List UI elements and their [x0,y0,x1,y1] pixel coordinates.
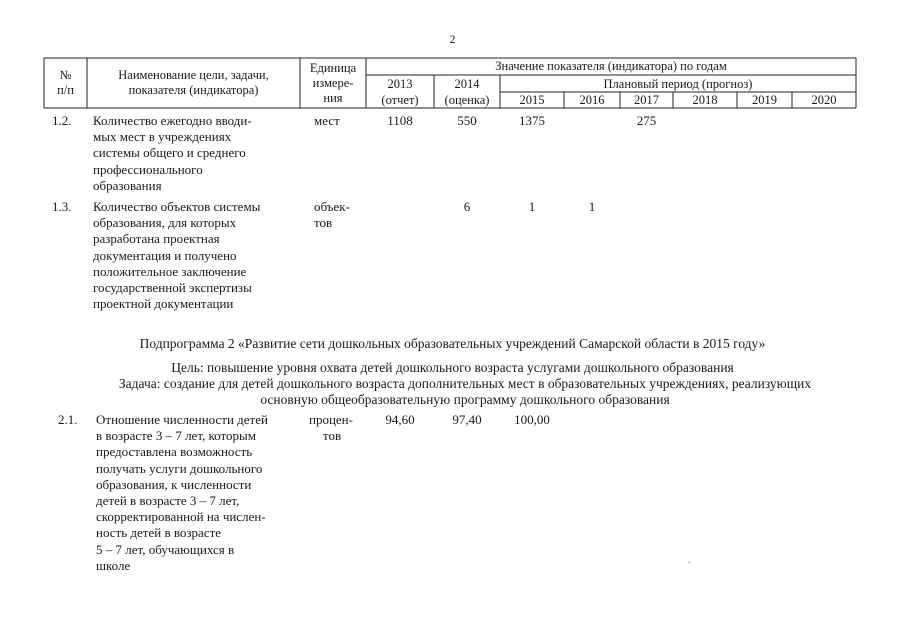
row-indicator-line: образования, к численности [96,476,252,492]
row-indicator-line: скорректированной на числен- [96,509,266,525]
header-year-2017: 2017 [634,93,659,107]
task-text-line-1: Задача: создание для детей дошкольного возраста дополнительных мест в образовательных учреждениях, реализующих [118,376,812,391]
row-indicator-line: проектной документации [93,296,234,312]
row-unit-line: тов [314,215,333,231]
row-value-2014: 97,40 [452,412,482,427]
row-unit [314,199,350,231]
row-indicator-line: системы общего и среднего [93,145,246,161]
row-indicator-line: профессионального [93,161,203,177]
row-value-2013: 94,60 [385,412,415,427]
header-year-2014: 2014 [454,77,480,91]
row-indicator-line: образования [93,177,162,193]
header-year-2013: 2013 [387,77,413,91]
header-year-2014-note: (оценка) [444,93,490,107]
row-indicator-line: Отношение численности детей [96,412,268,427]
row-indicator-line: детей в возрасте 3 – 7 лет, [96,493,240,509]
row-unit [309,412,353,444]
row-value-2016: 1 [588,199,596,214]
row-value-2017: 275 [636,113,657,128]
row-indicator-line: мых мест в учреждениях [93,129,232,145]
page-number: 2 [449,32,456,46]
header-name: Наименование цели, задачи, показателя (индикатора) [118,68,269,97]
header-year-2013-note: (отчет) [381,93,419,107]
header-year-2016: 2016 [579,93,605,107]
row-indicator-line: в возрасте 3 – 7 лет, которым [96,428,256,444]
row-indicator-name [93,199,293,312]
row-indicator-line: документация и получено [93,247,237,263]
row-indicator-line: положительное заключение [93,263,247,279]
row-unit-line: мест [314,113,340,128]
row-number: 1.3. [52,199,72,214]
header-plan-title: Плановый период (прогноз) [603,77,753,91]
task-text-line-2: основную общеобразовательную программу дошкольного образования [260,392,670,407]
row-indicator-name [96,412,296,574]
row-indicator-line: образования, для которых [93,215,237,231]
goal-text: Цель: повышение уровня охвата детей дошкольного возраста услугами дошкольного образования [171,360,734,375]
header-year-2018: 2018 [692,93,718,107]
row-number: 2.1. [58,412,78,427]
row-value-2014: 6 [463,199,471,214]
row-value-2014: 550 [457,113,477,128]
stray-mark: . [688,555,691,566]
row-number: 1.2. [52,113,72,128]
row-indicator-line: государственной экспертизы [93,280,252,296]
subprogram-title: Подпрограмма 2 «Развитие сети дошкольных образовательных учреждений Самарской области в 2015 году» [139,336,766,351]
row-indicator-line: 5 – 7 лет, обучающихся в [96,541,235,557]
row-indicator-line: Количество объектов системы [93,199,261,214]
row-unit-line: процен- [309,412,353,427]
row-indicator-line: ность детей в возрасте [96,525,222,541]
row-unit-line: тов [323,428,342,444]
row-indicator-line: получать услуги дошкольного [96,460,263,476]
row-indicator-line: предоставлена возможность [96,444,253,460]
row-indicator-line: Количество ежегодно вводи- [93,113,252,128]
row-unit-line: объек- [314,199,350,214]
row-indicator-line: школе [96,557,131,573]
header-unit: Единица измере- ния [309,61,357,105]
row-value-2015: 1375 [519,113,545,128]
header-year-2015: 2015 [519,93,545,107]
header-values-title: Значение показателя (индикатора) по годам [495,59,727,73]
row-value-2013: 1108 [387,113,413,128]
header-num: № п/п [57,68,74,97]
row-unit [314,113,340,129]
row-value-2015: 100,00 [514,412,550,427]
row-indicator-line: разработана проектная [93,231,220,247]
header-year-2019: 2019 [752,93,777,107]
header-year-2020: 2020 [811,93,837,107]
row-indicator-name [93,113,293,194]
row-value-2015: 1 [528,199,536,214]
